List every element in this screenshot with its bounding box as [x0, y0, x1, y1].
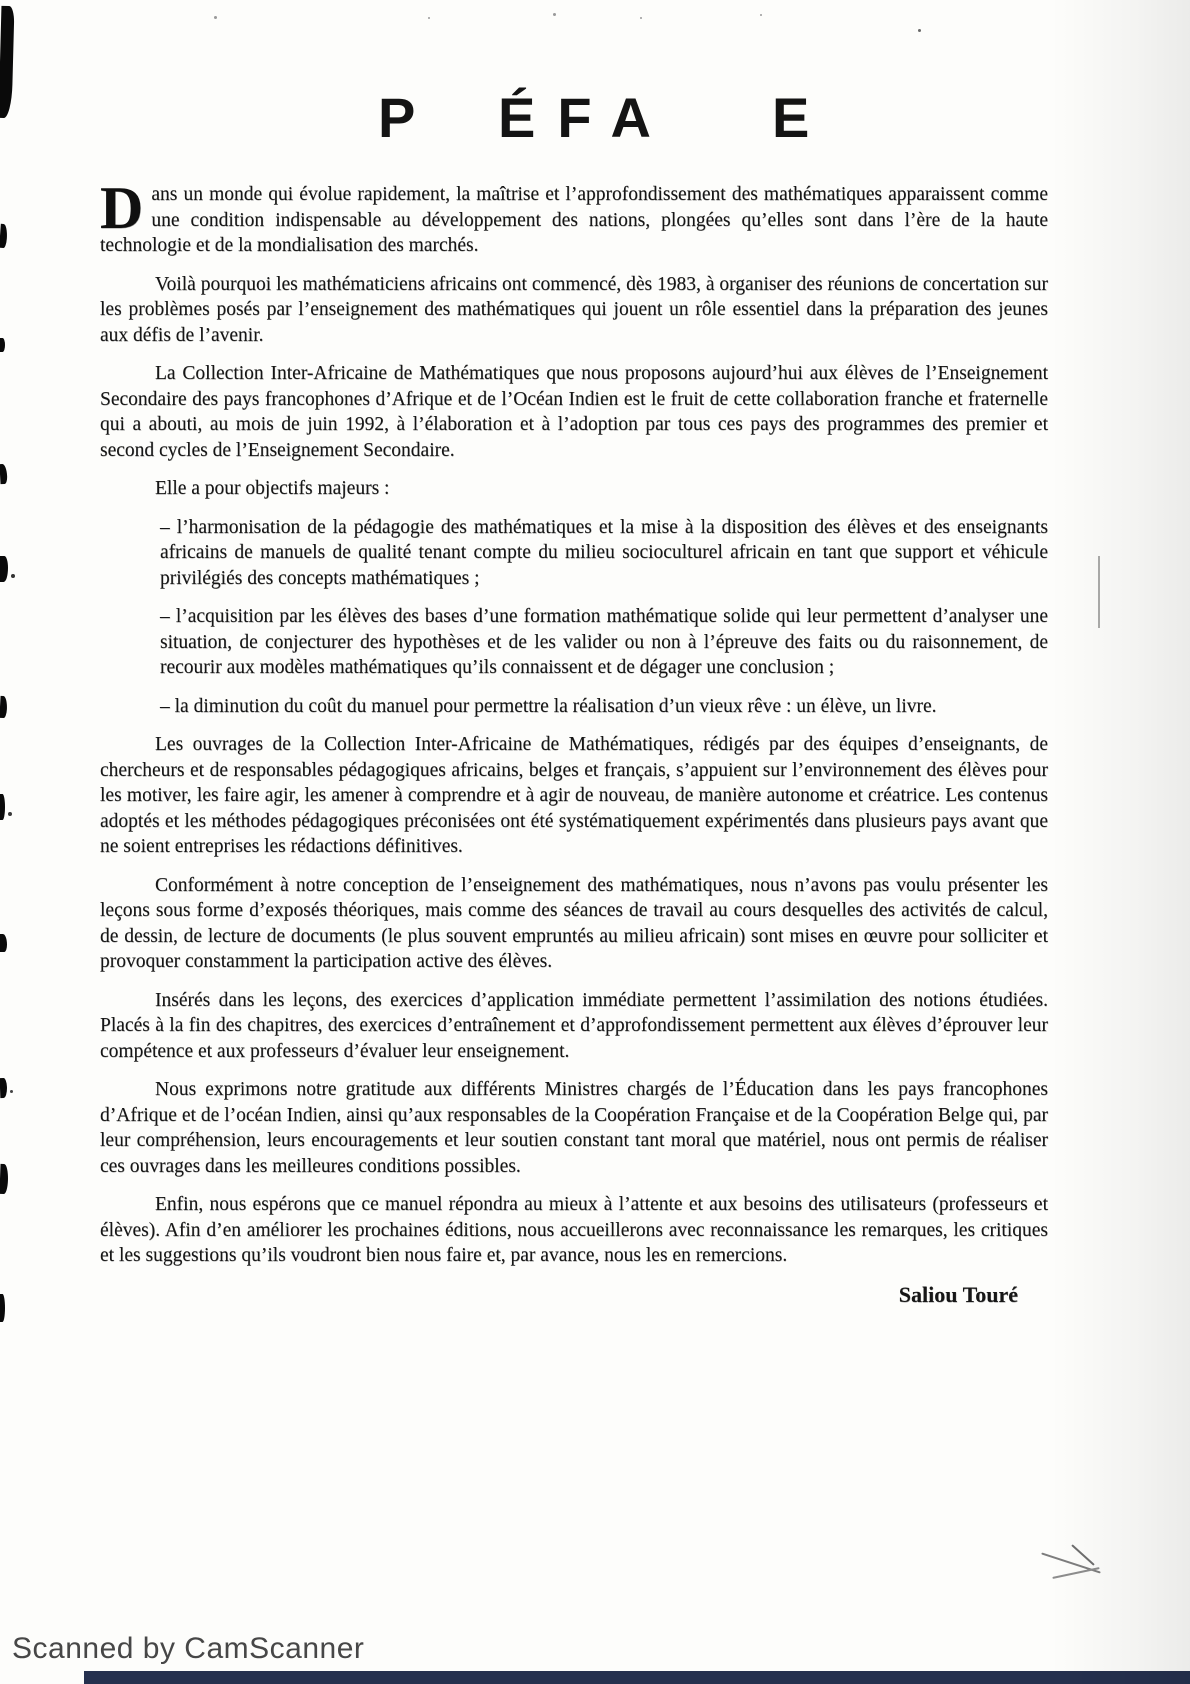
- binding-mark: [0, 1294, 5, 1322]
- binding-mark: [0, 1164, 9, 1194]
- objectives-intro: Elle a pour objectifs majeurs :: [155, 478, 390, 499]
- binding-mark: [0, 464, 8, 484]
- scan-speck: [214, 16, 217, 19]
- scan-speck: [11, 574, 15, 578]
- pencil-mark: [1071, 1544, 1095, 1566]
- paragraph: La Collection Inter-Africaine de Mathématiques que nous proposons aujourd’hui aux élèves de l’Enseignement Secondaire des pays francophones d’Afrique et de l’Océan Indien est le fruit de cette collaboration franche et fraternelle qui a abouti, au mois de juin 1992, à l’élaboration et à l’adoption par tous ces pays des programmes des premier et second cycles de l’Enseignement Secondaire.: [100, 363, 1048, 461]
- scan-speck: [10, 1090, 13, 1093]
- title-letters: ÉFA: [498, 86, 673, 149]
- paragraph: Enfin, nous espérons que ce manuel répondra au mieux à l’attente et aux besoins des utilisateurs (professeurs et élèves). Afin d’en améliorer les prochaines éditions, nous accueillerons avec reconnaissance les remarques, les critiques et les suggestions qu’ils voudront bien nous faire et, par avance, nous les en remercions.: [100, 1194, 1048, 1266]
- objective-item: – l’harmonisation de la pédagogie des mathématiques et la mise à la disposition des élèves et des enseignants africains de manuels de qualité tenant compte du milieu socioculturel africain en tant que support et véhicule privilégiés des concepts mathématiques ;: [160, 516, 1048, 589]
- title-letter: E: [772, 86, 810, 149]
- scan-speck: [428, 17, 430, 19]
- binding-mark: [0, 696, 8, 718]
- binding-mark: [0, 934, 7, 952]
- author-signature: Saliou Touré: [898, 1281, 1018, 1307]
- camscanner-watermark: Scanned by CamScanner: [12, 1632, 365, 1665]
- drop-cap: D: [100, 175, 144, 241]
- camscanner-footer-bar: [84, 1671, 1190, 1684]
- paragraph: Insérés dans les leçons, des exercices d’application immédiate permettent l’assimilation des notions étudiées. Placés à la fin des chapitres, des exercices d’entraînement et d’approfondissement permettent aux élèves d’éprouver leur compétence et aux professeurs d’évaluer leur enseignement.: [100, 989, 1048, 1062]
- pencil-mark: [1052, 1567, 1099, 1579]
- paragraph-intro: [100, 175, 1048, 259]
- title-letter: P: [378, 86, 416, 149]
- page-title: [100, 86, 1048, 156]
- binding-mark: [0, 338, 5, 352]
- binding-mark: [0, 6, 14, 118]
- objective-item: – la diminution du coût du manuel pour permettre la réalisation d’un vieux rêve : un élève, un livre.: [160, 695, 937, 717]
- preface-body: [100, 175, 1048, 1320]
- paragraph: Les ouvrages de la Collection Inter-Africaine de Mathématiques, rédigés par des équipes d’enseignants, de chercheurs et de responsables pédagogiques africains, belges et français, s’appuient sur l’environnement des élèves pour les motiver, les faire agir, les amener à comprendre et à agir de nouveau, de manière autonome et créatrice. Les contenus adoptés et les méthodes pédagogiques préconisées ont été systématiquement expérimentés dans plusieurs pays avant que ne soient entreprises les rédactions définitives.: [100, 734, 1048, 857]
- scan-speck: [553, 13, 556, 16]
- paragraph: Nous exprimons notre gratitude aux différents Ministres chargés de l’Éducation dans les pays francophones d’Afrique et de l’océan Indien, ainsi qu’aux responsables de la Coopération Française et de la Coopération Belge qui, par leur compréhension, leurs encouragements et leur soutien constant tant moral que matériel, nous ont permis de réaliser ces ouvrages dans les meilleures conditions possibles.: [100, 1079, 1048, 1177]
- scan-speck: [8, 812, 12, 816]
- binding-mark: [0, 794, 5, 820]
- scan-speck: [760, 14, 762, 16]
- binding-mark: [0, 1078, 7, 1098]
- binding-mark: [0, 556, 8, 582]
- binding-mark: [0, 224, 8, 248]
- scan-speck: [918, 29, 921, 32]
- scan-shadow: [1050, 0, 1190, 1684]
- paragraph-text: ans un monde qui évolue rapidement, la maîtrise et l’approfondissement des mathématiques apparaissent comme une condition indispensable au développement des nations, plongées qu’elles sont dans l’ère de la haute technologie et de la mondialisation des marchés.: [100, 184, 1048, 256]
- scan-speck: [640, 17, 642, 19]
- objective-item: – l’acquisition par les élèves des bases d’une formation mathématique solide qui leur permettent d’analyser une situation, de conjecturer des hypothèses et de les valider ou non à l’épreuve des faits ou du raisonnement, de recourir aux modèles mathématiques qu’ils connaissent et de dégager une conclusion ;: [160, 606, 1048, 678]
- scan-line-artifact: [1098, 556, 1100, 628]
- paragraph: Conformément à notre conception de l’enseignement des mathématiques, nous n’avons pas voulu présenter les leçons sous forme d’exposés théoriques, mais comme des séances de travail au cours desquelles des activités de calcul, de dessin, de lecture de documents (le plus souvent empruntés au milieu africain) sont mises en œuvre pour solliciter et provoquer constamment la participation active des élèves.: [100, 874, 1048, 972]
- paragraph: Voilà pourquoi les mathématiciens africains ont commencé, dès 1983, à organiser des réunions de concertation sur les problèmes posés par l’enseignement des mathématiques qui jouent un rôle essentiel dans la préparation des jeunes aux défis de l’avenir.: [100, 273, 1048, 346]
- pencil-mark: [1041, 1552, 1101, 1573]
